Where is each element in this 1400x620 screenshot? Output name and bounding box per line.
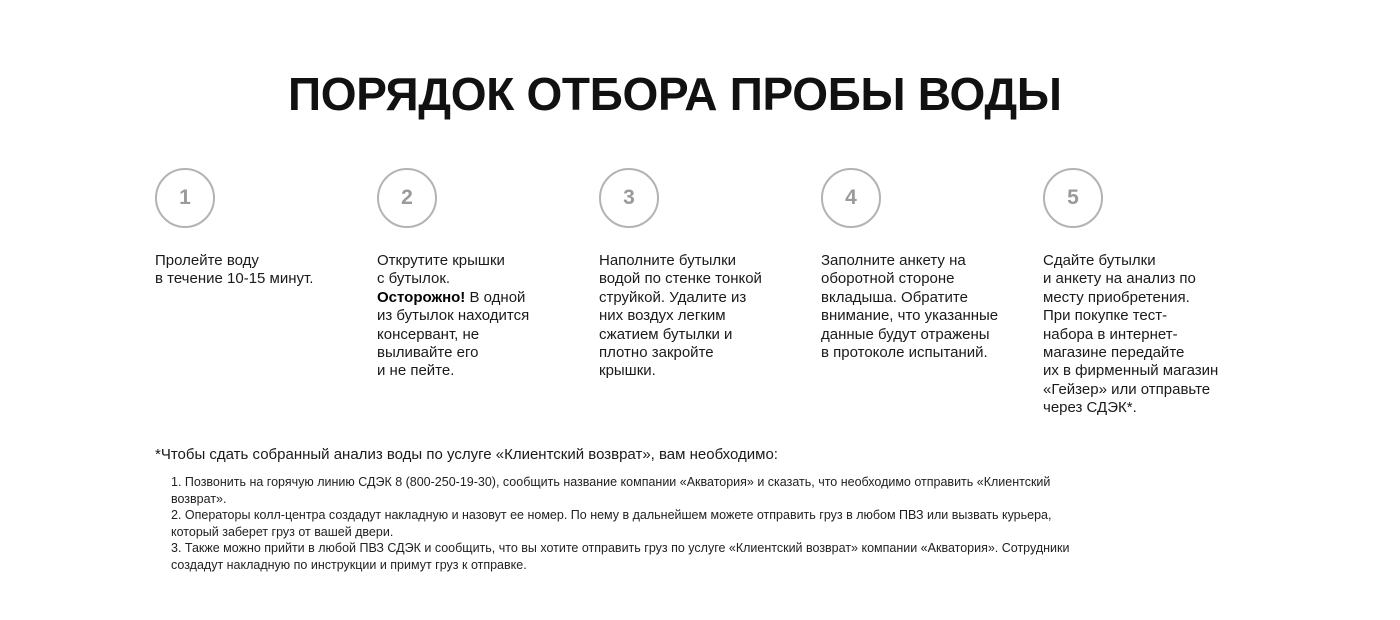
step-warning-line: [377, 289, 577, 307]
step-text-line: сжатием бутылки и: [599, 325, 733, 343]
step-text-line: месту приобретения.: [1043, 288, 1190, 306]
step-text-line: в протоколе испытаний.: [821, 344, 988, 362]
step-text-line: и анкету на анализ по: [1043, 270, 1196, 288]
step-text-line: в течение 10-15 минут.: [155, 270, 314, 288]
step-number-circle: 4: [821, 168, 881, 228]
footnote-item-2-line: 2. Операторы колл-центра создадут накладную и назовут ее номер. По нему в дальнейшем можете отправить груз в любом ПВЗ или вызвать курьера,: [171, 508, 1052, 523]
step-2: [377, 168, 577, 381]
step-1: [155, 168, 355, 289]
warning-text: В одной: [465, 288, 526, 306]
warning-label: Осторожно!: [377, 288, 466, 306]
step-number-circle: 1: [155, 168, 215, 228]
step-text-line: из бутылок находится: [377, 307, 530, 325]
step-text-line: оборотной стороне: [821, 270, 955, 288]
step-description: [599, 252, 799, 381]
steps-row: [155, 168, 1265, 428]
step-description: [155, 252, 355, 289]
step-text-line: водой по стенке тонкой: [599, 270, 762, 288]
footnote-item-1-line: 1. Позвонить на горячую линию СДЭК 8 (800-250-19-30), сообщить название компании «Акватория» и сказать, что необходимо отправить «Клиентский: [171, 475, 1051, 489]
step-3: [599, 168, 799, 381]
step-number-circle: 2: [377, 168, 437, 228]
page-title: ПОРЯДОК ОТБОРА ПРОБЫ ВОДЫ: [288, 68, 1062, 120]
footnote-item-1-line: возврат».: [171, 491, 227, 506]
step-text-line: Заполните анкету на: [821, 252, 966, 269]
step-text-line: вкладыша. Обратите: [821, 288, 968, 306]
step-description: [377, 252, 577, 381]
step-5: [1043, 168, 1243, 418]
step-number-circle: 5: [1043, 168, 1103, 228]
step-text-line: При покупке тест-: [1043, 307, 1168, 325]
step-text-line: крышки.: [599, 362, 656, 380]
step-text-line: струйкой. Удалите из: [599, 288, 747, 306]
step-description: [821, 252, 1021, 362]
footnote-item-3-line: 3. Также можно прийти в любой ПВЗ СДЭК и сообщить, что вы хотите отправить груз по услуге «Клиентский возврат» компании «Акватория». Сотрудники: [171, 541, 1070, 556]
footnote-list: [155, 474, 1255, 574]
step-text-line: Открутите крышки: [377, 252, 505, 269]
step-text-line: набора в интернет-: [1043, 325, 1178, 343]
step-text-line: через СДЭК*.: [1043, 399, 1137, 417]
step-number-circle: 3: [599, 168, 659, 228]
step-4: [821, 168, 1021, 362]
footnote-title: *Чтобы сдать собранный анализ воды по услуге «Клиентский возврат», вам необходимо:: [155, 446, 778, 463]
step-text-line: «Гейзер» или отправьте: [1043, 380, 1211, 398]
footnote-item-2-line: который заберет груз от вашей двери.: [171, 524, 394, 539]
step-text-line: плотно закройте: [599, 344, 714, 362]
footnote: [155, 445, 1255, 574]
step-description: [1043, 252, 1243, 418]
step-text-line: их в фирменный магазин: [1043, 362, 1219, 380]
step-text-line: магазине передайте: [1043, 344, 1185, 362]
step-text-line: данные будут отражены: [821, 325, 990, 343]
step-text-line: с бутылок.: [377, 270, 451, 288]
step-text-line: внимание, что указанные: [821, 307, 999, 325]
step-text-line: Пролейте воду: [155, 252, 259, 269]
step-text-line: и не пейте.: [377, 362, 455, 380]
step-text-line: выливайте его: [377, 344, 479, 362]
step-text-line: Наполните бутылки: [599, 252, 737, 269]
step-text-line: Сдайте бутылки: [1043, 252, 1156, 269]
step-text-line: них воздух легким: [599, 307, 726, 325]
footnote-item-3-line: создадут накладную по инструкции и примут груз к отправке.: [171, 557, 527, 572]
step-text-line: консервант, не: [377, 325, 480, 343]
